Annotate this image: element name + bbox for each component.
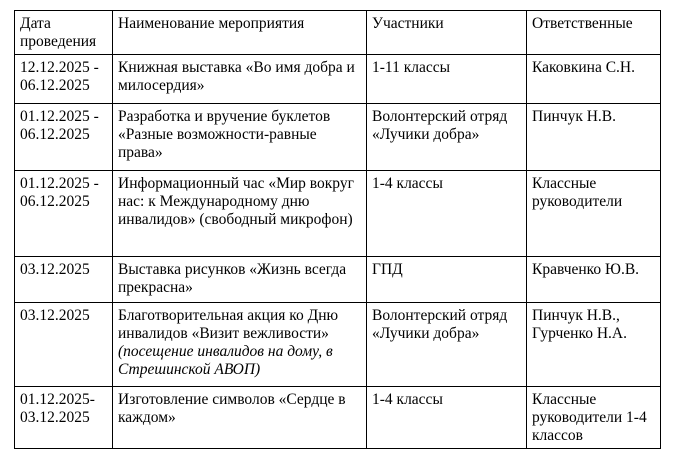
cell-date: 12.12.2025 - 06.12.2025 bbox=[15, 55, 113, 104]
cell-responsible: Классные руководители bbox=[527, 171, 661, 257]
event-title: Изготовление символов «Сердце в каждом» bbox=[118, 391, 346, 426]
cell-responsible: Кравченко Ю.В. bbox=[527, 257, 661, 303]
header-responsible: Ответственные bbox=[527, 11, 661, 55]
cell-name bbox=[113, 171, 367, 257]
event-title: Книжная выставка «Во имя добра и милосердия» bbox=[118, 59, 355, 94]
cell-responsible: Пинчук Н.В., Гурченко Н.А. bbox=[527, 303, 661, 387]
cell-name bbox=[113, 387, 367, 449]
cell-name bbox=[113, 104, 367, 171]
cell-date: 03.12.2025 bbox=[15, 303, 113, 387]
cell-name bbox=[113, 257, 367, 303]
cell-name bbox=[113, 55, 367, 104]
cell-participants: 1-4 классы bbox=[367, 387, 527, 449]
event-title: Благотворительная акция ко Дню инвалидов «Визит вежливости» bbox=[118, 307, 339, 342]
table-row bbox=[15, 55, 661, 104]
event-title: Информационный час «Мир вокруг нас: к Международному дню инвалидов» (свободный микрофон) bbox=[118, 175, 354, 228]
cell-participants: Волонтерский отряд «Лучики добра» bbox=[367, 303, 527, 387]
cell-date: 03.12.2025 bbox=[15, 257, 113, 303]
header-name: Наименование мероприятия bbox=[113, 11, 367, 55]
event-title: Разработка и вручение буклетов «Разные возможности-равные права» bbox=[118, 108, 331, 161]
table-row bbox=[15, 387, 661, 449]
cell-responsible: Пинчук Н.В. bbox=[527, 104, 661, 171]
table-header-row bbox=[15, 11, 661, 55]
event-note: (посещение инвалидов на дому, в Стрешинской АВОП) bbox=[118, 343, 333, 378]
cell-participants: Волонтерский отряд «Лучики добра» bbox=[367, 104, 527, 171]
cell-participants: ГПД bbox=[367, 257, 527, 303]
cell-responsible: Классные руководители 1-4 классов bbox=[527, 387, 661, 449]
header-date: Дата проведения bbox=[15, 11, 113, 55]
table-row bbox=[15, 303, 661, 387]
cell-date: 01.12.2025- 03.12.2025 bbox=[15, 387, 113, 449]
cell-responsible: Каковкина С.Н. bbox=[527, 55, 661, 104]
table-row bbox=[15, 171, 661, 257]
cell-participants: 1-11 классы bbox=[367, 55, 527, 104]
cell-participants: 1-4 классы bbox=[367, 171, 527, 257]
cell-name bbox=[113, 303, 367, 387]
cell-date: 01.12.2025 - 06.12.2025 bbox=[15, 171, 113, 257]
event-title: Выставка рисунков «Жизнь всегда прекрасна» bbox=[118, 261, 347, 296]
table-row bbox=[15, 257, 661, 303]
events-table bbox=[14, 10, 661, 449]
header-participants: Участники bbox=[367, 11, 527, 55]
cell-date: 01.12.2025 - 06.12.2025 bbox=[15, 104, 113, 171]
table-row bbox=[15, 104, 661, 171]
